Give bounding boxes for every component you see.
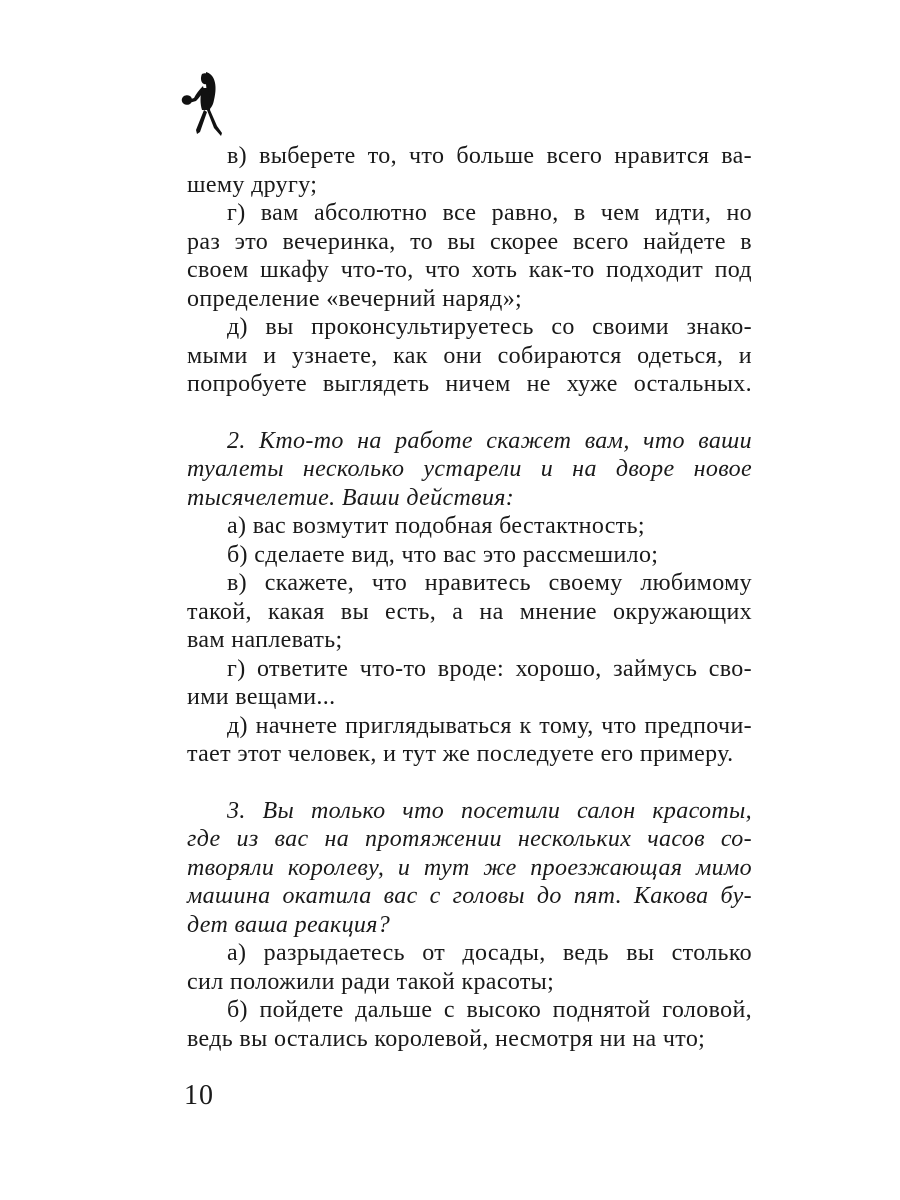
text-line: определение «вечерний наряд»; [187,285,523,312]
text-line: б) сделаете вид, что вас это рассмешило; [227,541,659,568]
question-line: машина окатила вас с головы до пят. Какова бу- [187,883,752,909]
text-line: ведь вы остались королевой, несмотря ни на что; [187,1025,706,1052]
text-line: в) выберете то, что больше всего нравится ва- [227,143,752,169]
question-3-answer-b [187,996,752,1053]
page-number: 10 [184,1080,214,1111]
text-line: попробуете выглядеть ничем не хуже остальных. [187,371,752,397]
question-2-answer-c [187,569,752,655]
question-line: туалеты несколько устарели и на дворе новое [187,456,752,482]
text-line: б) пойдете дальше с высоко поднятой головой, [227,997,752,1023]
text-line: в) скажете, что нравитесь своему любимому [227,570,752,596]
text-line: шему другу; [187,171,318,198]
question-line: творяли королеву, и тут же проезжающая мимо [187,854,752,881]
text-line: а) разрыдаетесь от досады, ведь вы столько [227,940,752,966]
question-line: дет ваша реакция? [187,911,391,938]
body-text [187,142,752,1053]
text-line: ими вещами... [187,684,336,710]
text-line: д) вы проконсультируетесь со своими знако- [227,314,752,340]
question-2 [187,427,752,513]
text-line: мыми и узнаете, как они собираются одеться, и [187,342,752,369]
running-girl-silhouette-icon [180,70,230,140]
text-line: г) вам абсолютно все равно, в чем идти, но [227,200,752,226]
section-spacer [187,769,752,797]
text-line: вам наплевать; [187,627,343,653]
text-line: г) ответите что-то вроде: хорошо, займусь сво- [227,655,752,682]
text-line: раз это вечеринка, то вы скорее всего найдете в [187,228,752,255]
text-line: а) вас возмутит подобная бестактность; [227,513,645,539]
question-2-answer-a [187,512,752,541]
question-line: 3. Вы только что посетили салон красоты, [227,797,752,824]
question-2-answer-e [187,712,752,769]
text-line: своем шкафу что-то, что хоть как-то подходит под [187,257,752,283]
text-line: д) начнете приглядываться к тому, что предпочи- [227,712,752,739]
question-2-answer-d [187,655,752,712]
question-line: 2. Кто-то на работе скажет вам, что ваши [227,427,752,454]
text-line: тает этот человек, и тут же последуете его примеру. [187,741,734,767]
text-line: сил положили ради такой красоты; [187,968,555,995]
question-line: где из вас на протяжении нескольких часов со- [187,826,752,852]
question-3-answer-a [187,939,752,996]
question-line: тысячелетие. Ваши действия: [187,484,515,511]
paragraph-answer-d [187,313,752,399]
question-2-answer-b [187,541,752,570]
paragraph-answer-v [187,142,752,199]
text-line: такой, какая вы есть, а на мнение окружающих [187,598,752,625]
paragraph-answer-g [187,199,752,313]
question-3 [187,797,752,940]
section-spacer [187,399,752,427]
